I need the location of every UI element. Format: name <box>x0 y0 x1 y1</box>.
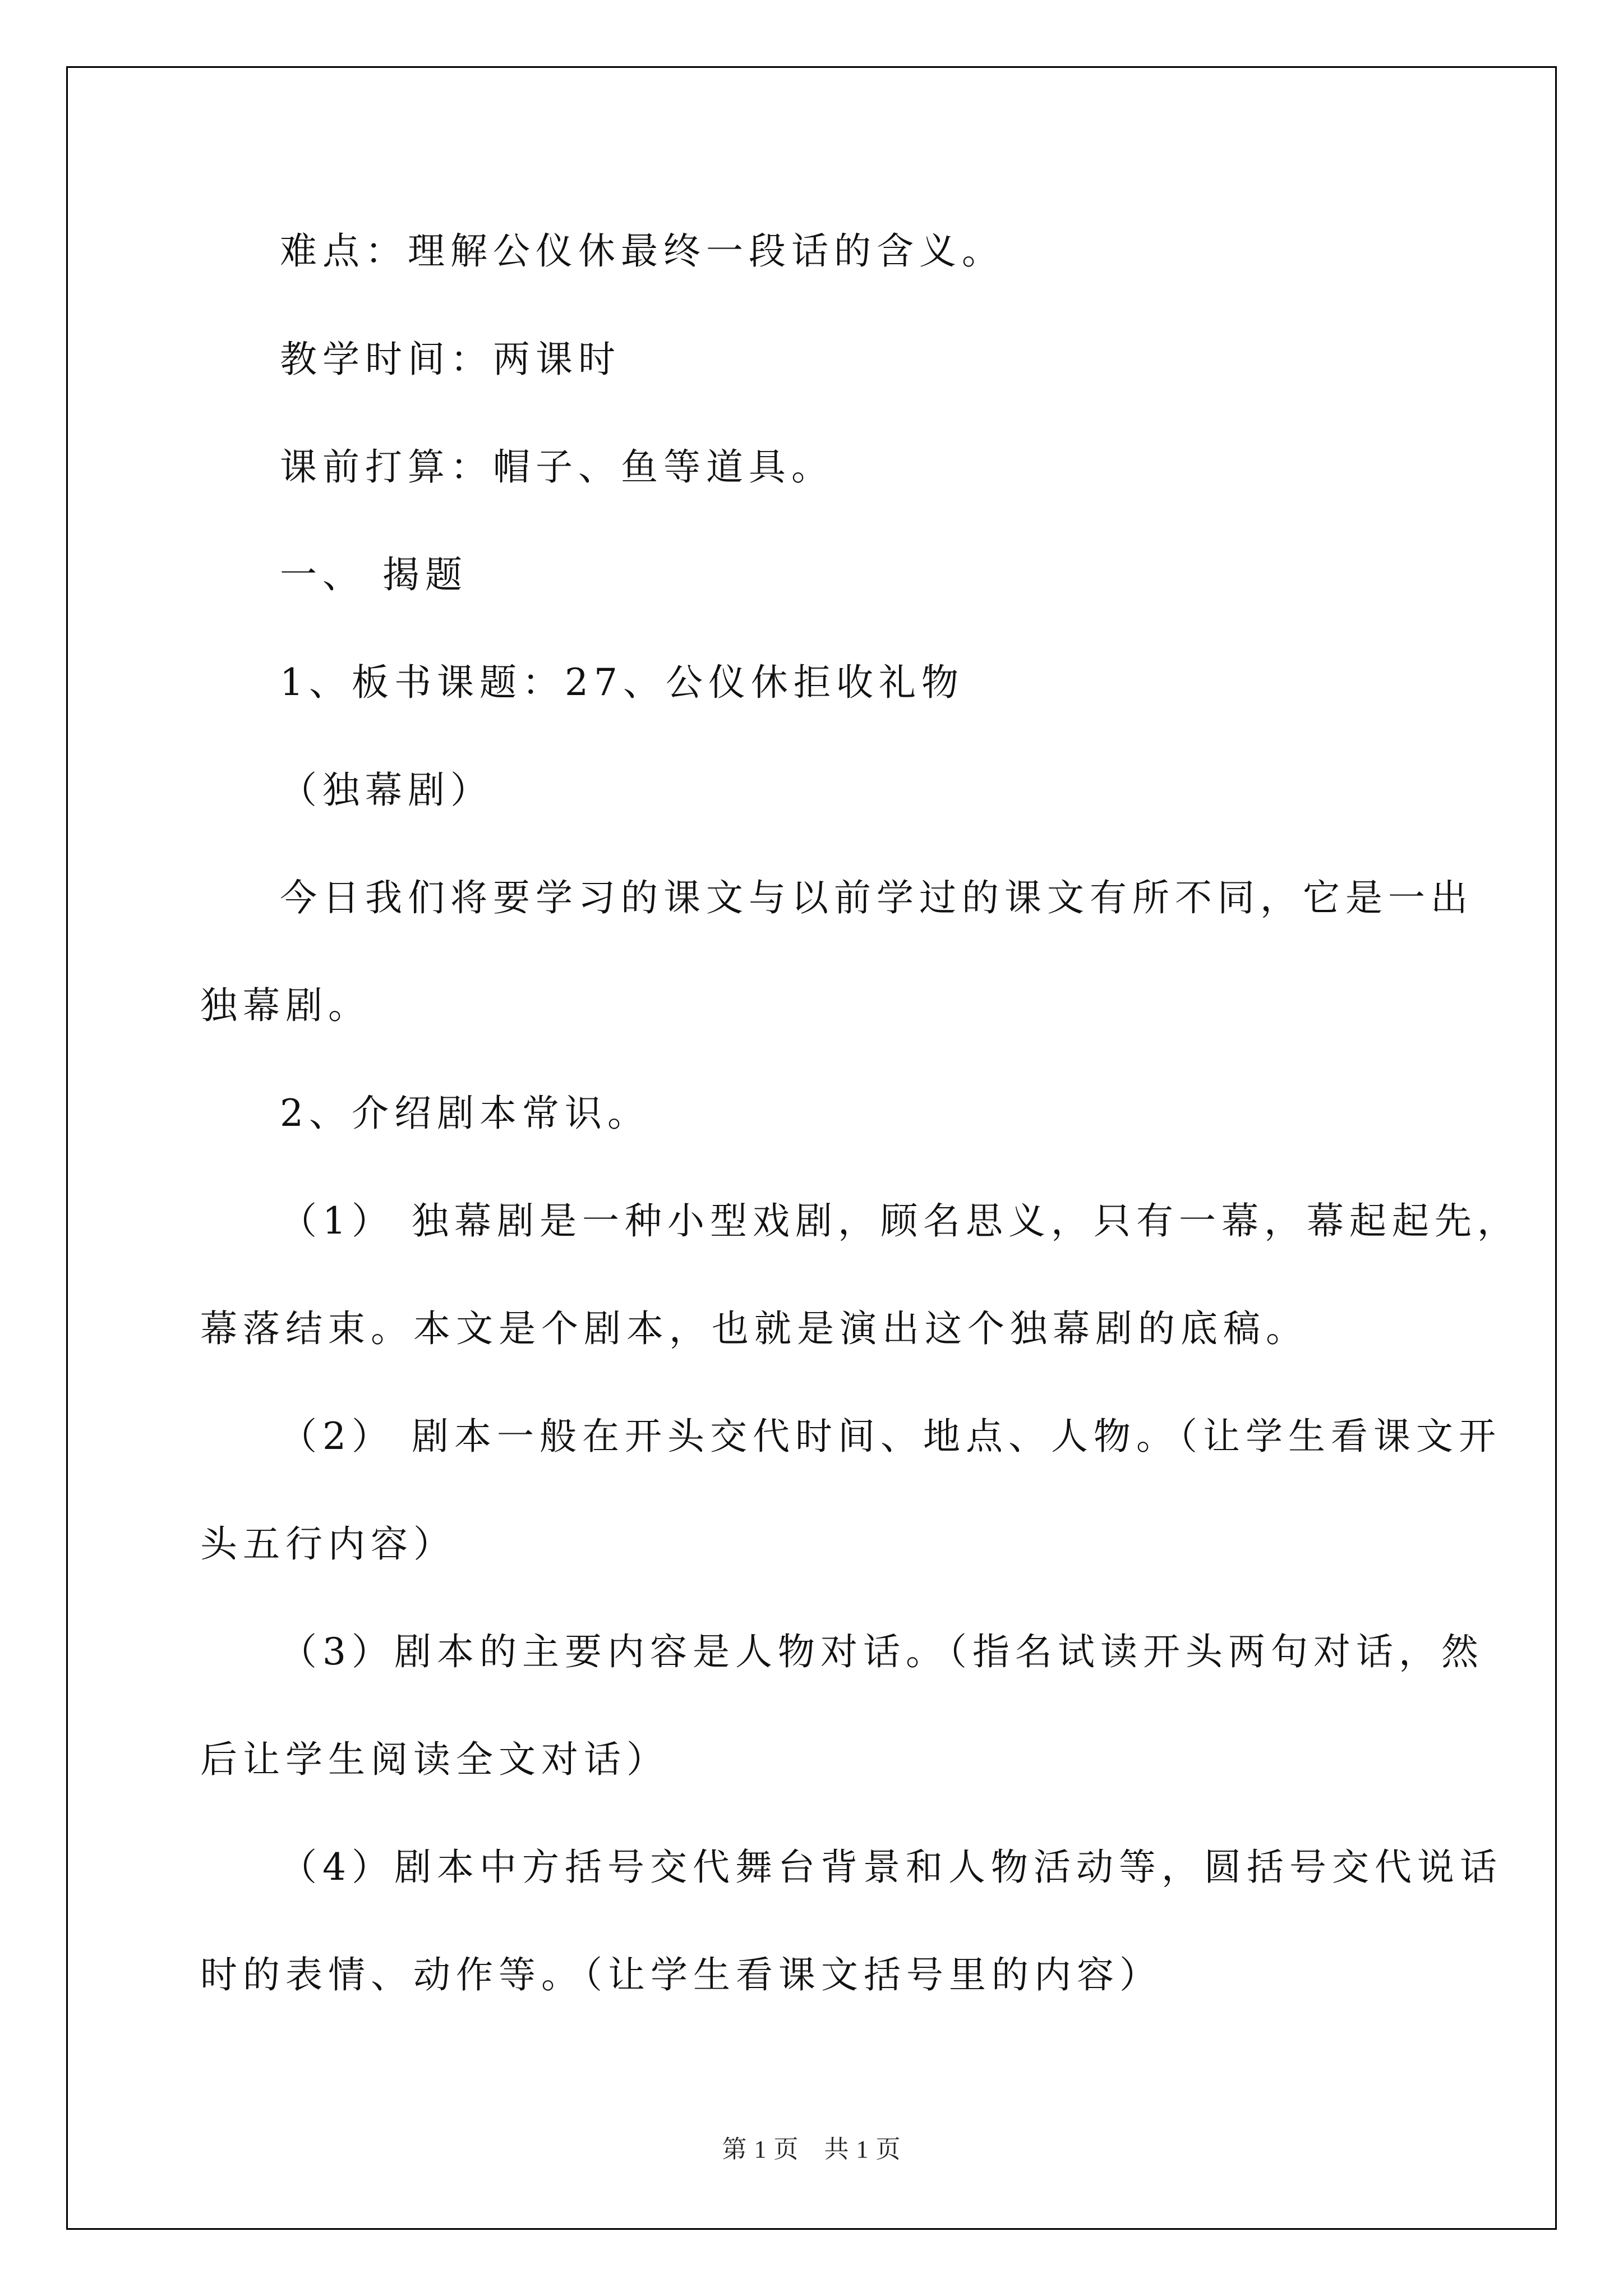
paragraph-line: 幕落结束。本文是个剧本，也就是演出这个独幕剧的底稿。 <box>200 1307 1308 1350</box>
paragraph-line: 教学时间：两课时 <box>280 338 621 381</box>
paragraph-line: （3）剧本的主要内容是人物对话。（指名试读开头两句对话，然 <box>280 1630 1484 1673</box>
paragraph-line: 2、介绍剧本常识。 <box>280 1092 650 1135</box>
paragraph-line: （独幕剧） <box>280 769 493 812</box>
paragraph-line: 今日我们将要学习的课文与以前学过的课文有所不同，它是一出 <box>280 876 1473 919</box>
paragraph-line: 独幕剧。 <box>200 984 371 1027</box>
paragraph-line: 课前打算：帽子、鱼等道具。 <box>280 445 834 489</box>
paragraph-line: 难点：理解公仪休最终一段话的含义。 <box>280 229 1004 273</box>
paragraph-line: 时的表情、动作等。（让学生看课文括号里的内容） <box>200 1953 1162 1996</box>
paragraph-line: （4）剧本中方括号交代舞台背景和人物活动等，圆括号交代说话 <box>280 1846 1502 1889</box>
paragraph-line: 1、板书课题：27、公仪休拒收礼物 <box>280 661 964 704</box>
paragraph-line: （1） 独幕剧是一种小型戏剧，顾名思义，只有一幕，幕起起先， <box>280 1199 1520 1243</box>
paragraph-line: （2） 剧本一般在开头交代时间、地点、人物。（让学生看课文开 <box>280 1415 1501 1458</box>
paragraph-line: 后让学生阅读全文对话） <box>200 1738 669 1781</box>
page-number-footer: 第 1 页 共 1 页 <box>722 2136 901 2163</box>
paragraph-line: 头五行内容） <box>200 1522 456 1566</box>
page-border <box>66 66 1557 2230</box>
paragraph-line: 一、 揭题 <box>280 553 468 596</box>
